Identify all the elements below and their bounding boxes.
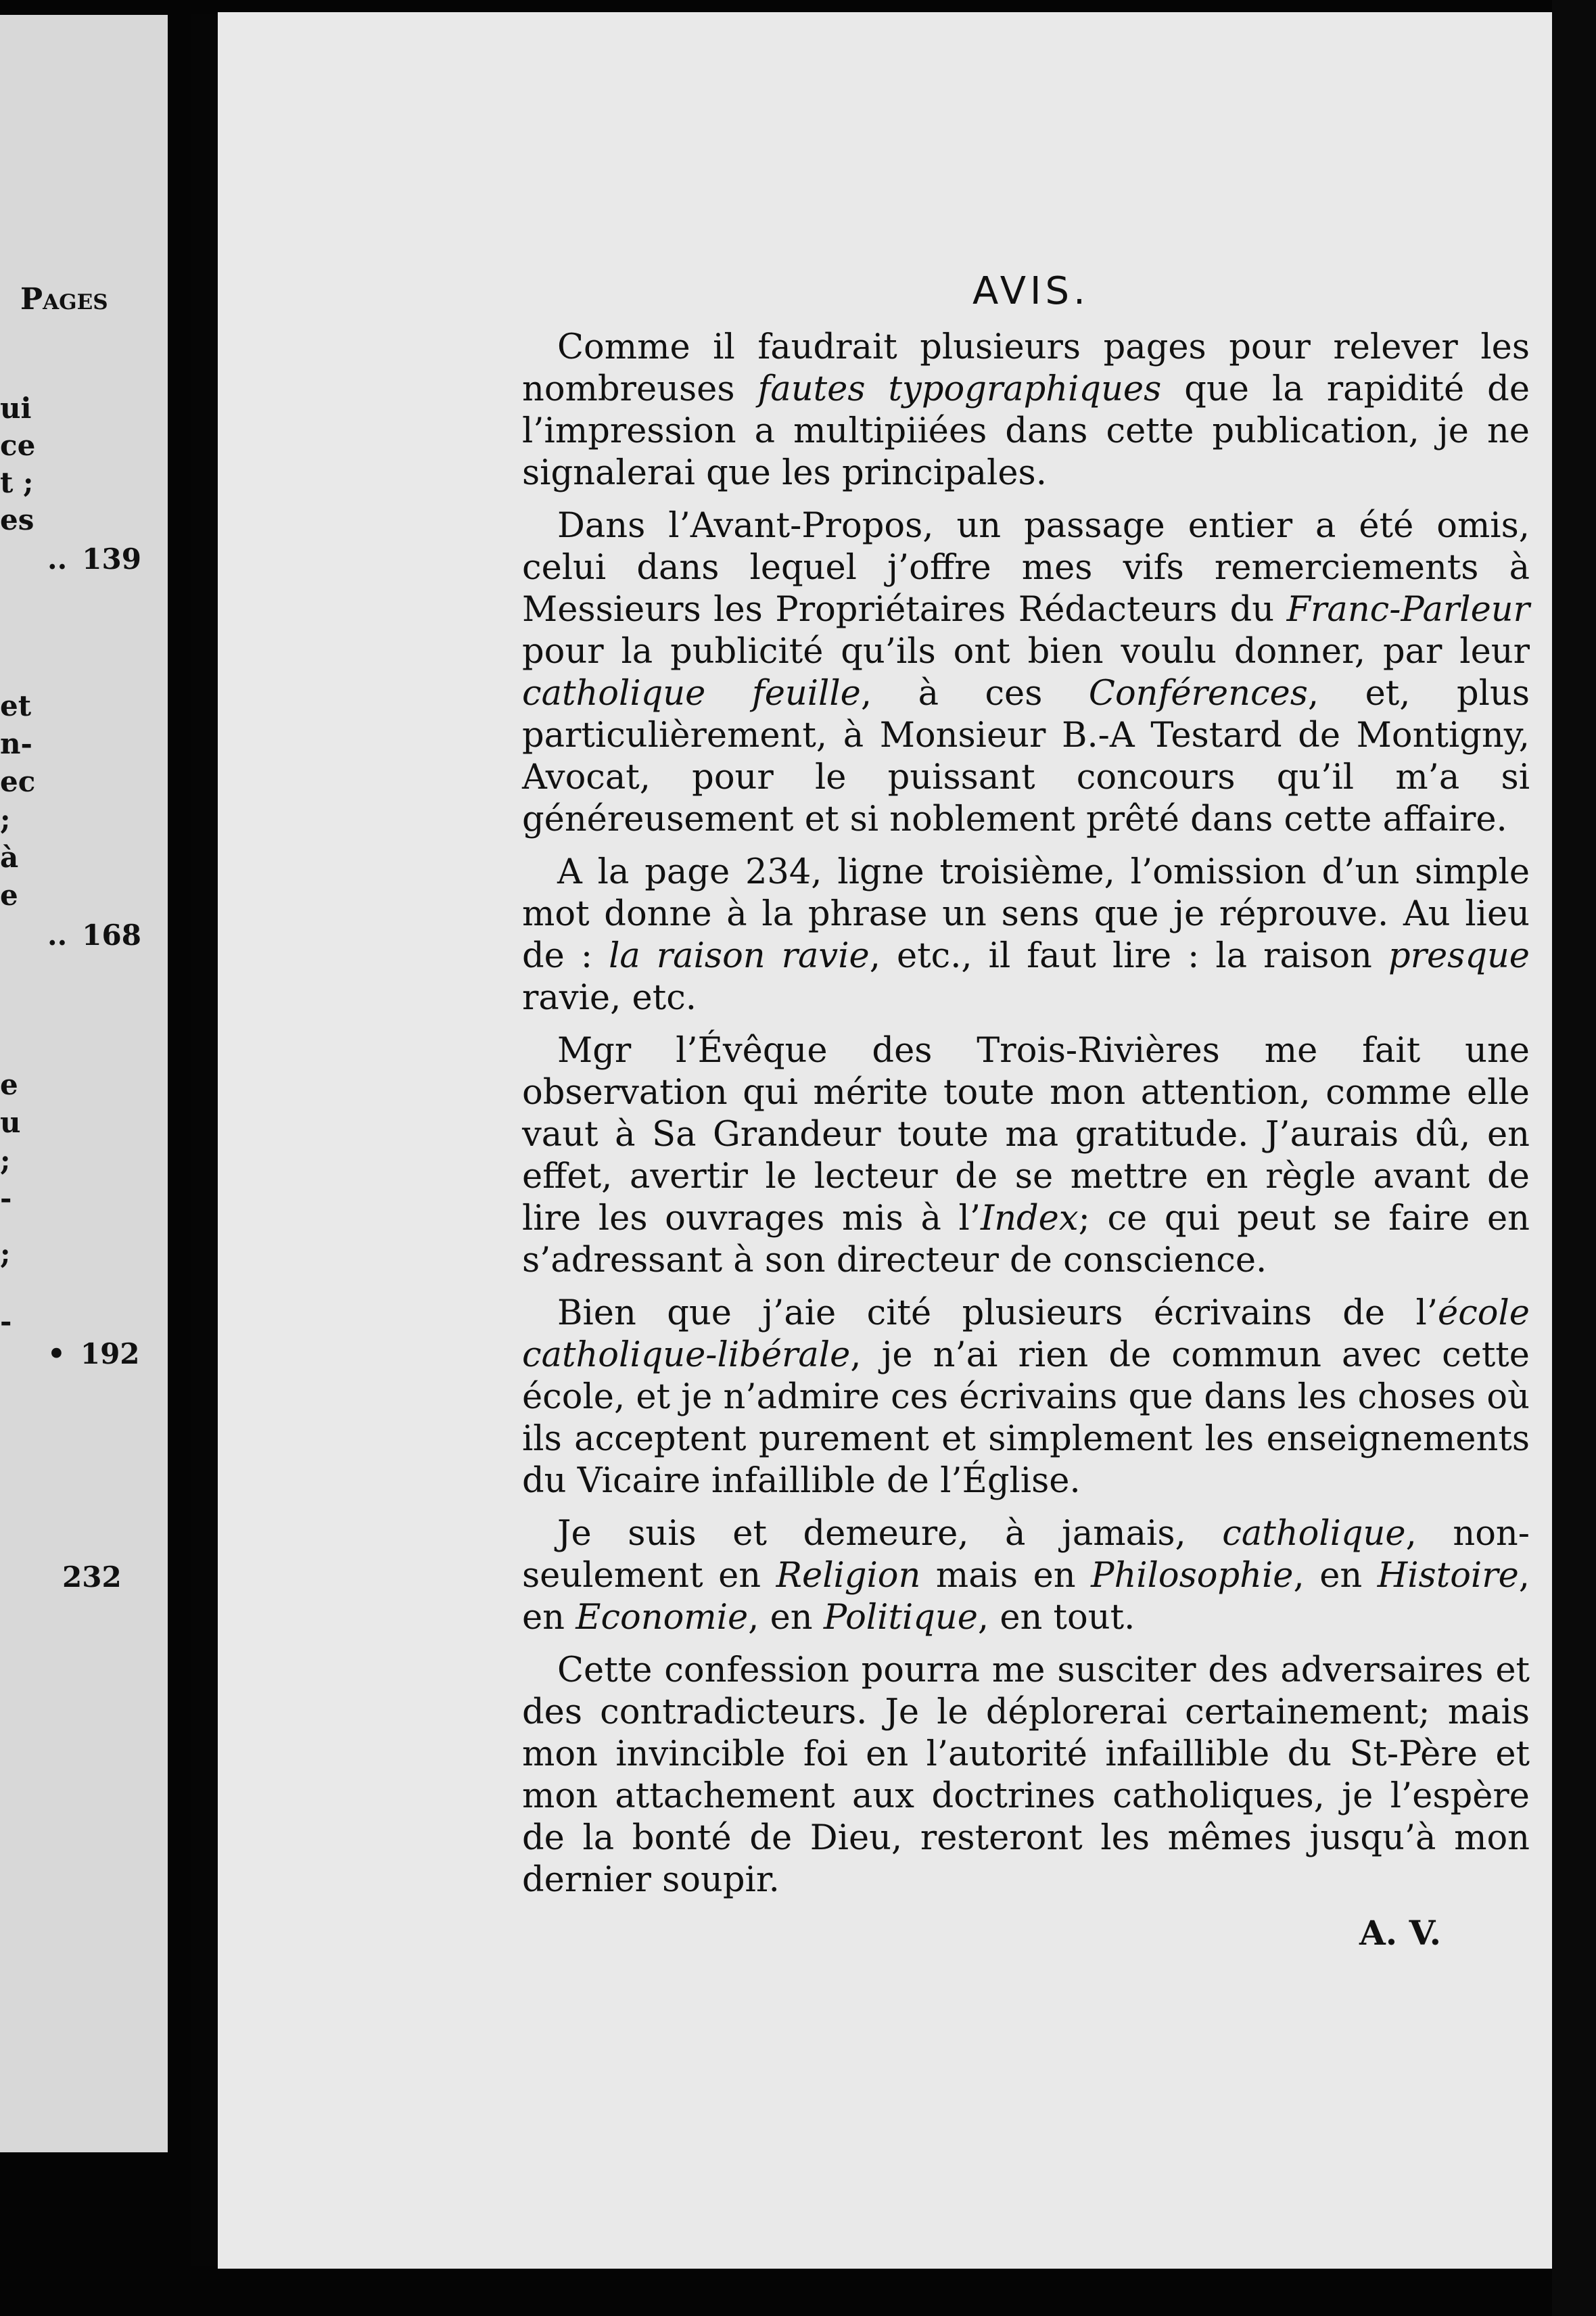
facing-page-fragment-text: e: [0, 879, 18, 912]
binding-gutter: [191, 14, 218, 2266]
toc-number: 232: [62, 1560, 122, 1594]
pages-column-header: Pages: [20, 282, 108, 317]
toc-leader-dots: ..: [47, 919, 68, 952]
toc-page-number: [47, 1337, 140, 1370]
facing-page-fragment-text: e: [0, 1068, 18, 1101]
paragraph: A la page 234, ligne troisième, l’omission d’un simple mot donne à la phrase un sens que je réprouve. Au lieu de : la raison ravie, etc., il faut lire : la raison presque ravie, etc.: [522, 852, 1530, 1018]
facing-page-fragment-text: n-: [0, 727, 32, 760]
facing-page-fragment-text: ec: [0, 765, 36, 798]
paragraph: Bien que j’aie cité plusieurs écrivains de l’école catholique-libérale, je n’ai rien de commun avec cette école, et je n’admire ces écrivains que dans les choses où ils acceptent purement et simplement les enseignements du Vicaire infaillible de l’Église.: [522, 1293, 1530, 1501]
toc-number: 139: [82, 542, 141, 576]
facing-page-fragment-text: es: [0, 503, 34, 536]
facing-page-fragment-text: u: [0, 1106, 21, 1139]
toc-leader-dots: ..: [47, 542, 68, 576]
facing-page-fragment-text: ;: [0, 803, 11, 836]
page-title: AVIS.: [972, 269, 1089, 313]
facing-page-fragment-text: -: [0, 1305, 12, 1338]
facing-page-fragment: [0, 15, 168, 2152]
facing-page-fragment-text: à: [0, 841, 19, 874]
toc-page-number: [47, 542, 141, 576]
facing-page-fragment-text: ce: [0, 429, 36, 462]
paragraph: Dans l’Avant-Propos, un passage entier a été omis, celui dans lequel j’offre mes vifs remerciements à Messieurs les Propriétaires Rédacteurs du Franc-Parleur pour la publicité qu’ils ont bien voulu donner, par leur catholique feuille, à ces Conférences, et, plus particulièrement, à Monsieur B.-A Testard de Montigny, Avocat, pour le puissant concours qu’il m’a si généreusement et si noblement prêté dans cette affaire.: [522, 506, 1530, 839]
toc-leader-dots: •: [47, 1337, 66, 1370]
signature: A. V.: [1359, 1913, 1442, 1953]
toc-number: 168: [82, 919, 141, 952]
facing-page-fragment-text: ;: [0, 1144, 11, 1177]
facing-page-fragment-text: t ;: [0, 466, 34, 499]
facing-page-fragment-text: ;: [0, 1237, 11, 1270]
toc-page-number: [47, 1560, 122, 1594]
facing-page-fragment-text: -: [0, 1182, 12, 1215]
notice-body: [522, 327, 1530, 1912]
toc-page-number: [47, 919, 141, 952]
paragraph: Je suis et demeure, à jamais, catholique, non-seulement en Religion mais en Philosophie, en Histoire, en Economie, en Politique, en tout.: [522, 1514, 1530, 1638]
scan-edge: [1552, 0, 1596, 2316]
page: [218, 12, 1552, 2269]
paragraph: Cette confession pourra me susciter des adversaires et des contradicteurs. Je le déplorerai certainement; mais mon invincible foi en l’autorité infaillible du St-Père et mon attachement aux doctrines catholiques, je l’espère de la bonté de Dieu, resteront les mêmes jusqu’à mon dernier soupir.: [522, 1650, 1530, 1900]
facing-page-fragment-text: ui: [0, 392, 32, 425]
toc-number: 192: [80, 1337, 140, 1370]
paragraph: Comme il faudrait plusieurs pages pour relever les nombreuses fautes typographiques que la rapidité de l’impression a multipiiées dans cette publication, je ne signalerai que les principales.: [522, 327, 1530, 493]
facing-page-fragment-text: et: [0, 689, 32, 722]
paragraph: Mgr l’Évêque des Trois-Rivières me fait une observation qui mérite toute mon attention, comme elle vaut à Sa Grandeur toute ma gratitude. J’aurais dû, en effet, avertir le lecteur de se mettre en règle avant de lire les ouvrages mis à l’Index; ce qui peut se faire en s’adressant à son directeur de conscience.: [522, 1031, 1530, 1280]
